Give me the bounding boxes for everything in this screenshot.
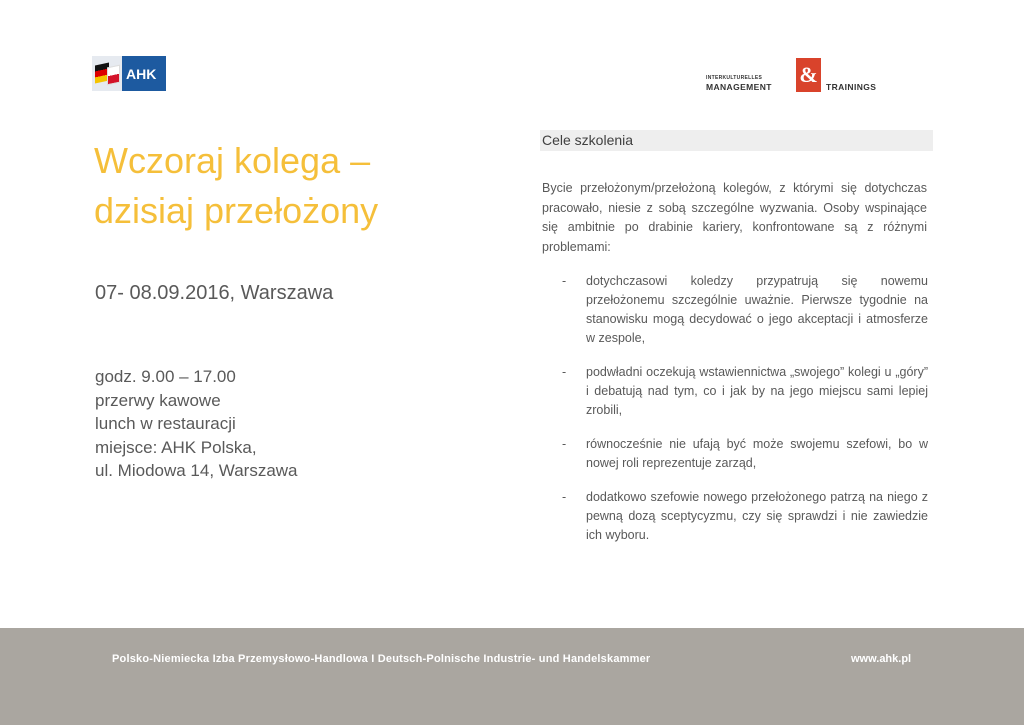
- event-details: [95, 365, 298, 483]
- ahk-logo: [92, 56, 166, 91]
- date-location: 07- 08.09.2016, Warszawa: [95, 282, 334, 304]
- detail-coffee-breaks: przerwy kawowe: [95, 390, 221, 410]
- imt-logo: [706, 58, 890, 92]
- list-item: [562, 488, 928, 545]
- detail-venue: miejsce: AHK Polska,: [95, 437, 257, 457]
- page-title: [94, 136, 378, 236]
- list-item-text: równocześnie nie ufają być może swojemu szefowi, bo w nowej roli reprezentuje zarząd,: [586, 437, 928, 470]
- detail-lunch: lunch w restauracji: [95, 414, 236, 433]
- bullet-marker: -: [562, 437, 567, 451]
- list-item-text: dotychczasowi koledzy przypatrują się nowemu przełożonemu szczególnie uważnie. Pierwsze tygodnie na stanowisku mogą decydować o jego akceptacji i atmosferze w zespole,: [586, 274, 928, 345]
- list-item: [562, 363, 928, 420]
- imt-logo-right-text: TRAININGS: [826, 82, 877, 92]
- detail-address: ul. Miodowa 14, Warszawa: [95, 461, 298, 480]
- bullet-marker: -: [562, 274, 567, 288]
- detail-hours: godz. 9.00 – 17.00: [95, 367, 236, 386]
- goals-list: [562, 272, 928, 545]
- title-line-2: dzisiaj przełożony: [94, 190, 379, 231]
- polish-flag-icon: [107, 65, 120, 86]
- imt-logo-ampersand: &: [796, 58, 821, 92]
- section-heading-bar: [540, 130, 933, 151]
- footer: [0, 628, 1024, 725]
- imt-logo-small-text: INTERKULTURELLES: [706, 75, 763, 81]
- bullet-marker: -: [562, 490, 567, 504]
- ahk-logo-text: AHK: [122, 56, 166, 91]
- list-item-text: dodatkowo szefowie nowego przełożonego patrzą na niego z pewną dozą sceptycyzmu, czy się sprawdzi i nie zawiedzie ich wyboru.: [586, 490, 928, 542]
- footer-organization: Polsko-Niemiecka Izba Przemysłowo-Handlowa I Deutsch-Polnische Industrie- und Handelskammer: [112, 653, 651, 665]
- footer-website: www.ahk.pl: [851, 653, 912, 665]
- imt-logo-main-text: MANAGEMENT: [706, 82, 772, 92]
- flags-icon: [92, 56, 122, 91]
- list-item: [562, 435, 928, 473]
- list-item: [562, 272, 928, 348]
- list-item-text: podwładni oczekują wstawiennictwa „swojego” kolegi u „góry” i debatują nad tym, co i jak by na jego miejscu sami lepiej zrobili,: [586, 365, 928, 417]
- title-line-1: Wczoraj kolega –: [94, 140, 371, 181]
- section-intro: Bycie przełożonym/przełożoną kolegów, z którymi się dotychczas pracowało, niesie z sobą szczególne wyzwania. Osoby wspinające się ambitnie po drabinie kariery, konfrontowane są z różnymi problemami:: [542, 181, 927, 254]
- section-heading: Cele szkolenia: [542, 132, 634, 148]
- bullet-marker: -: [562, 365, 567, 379]
